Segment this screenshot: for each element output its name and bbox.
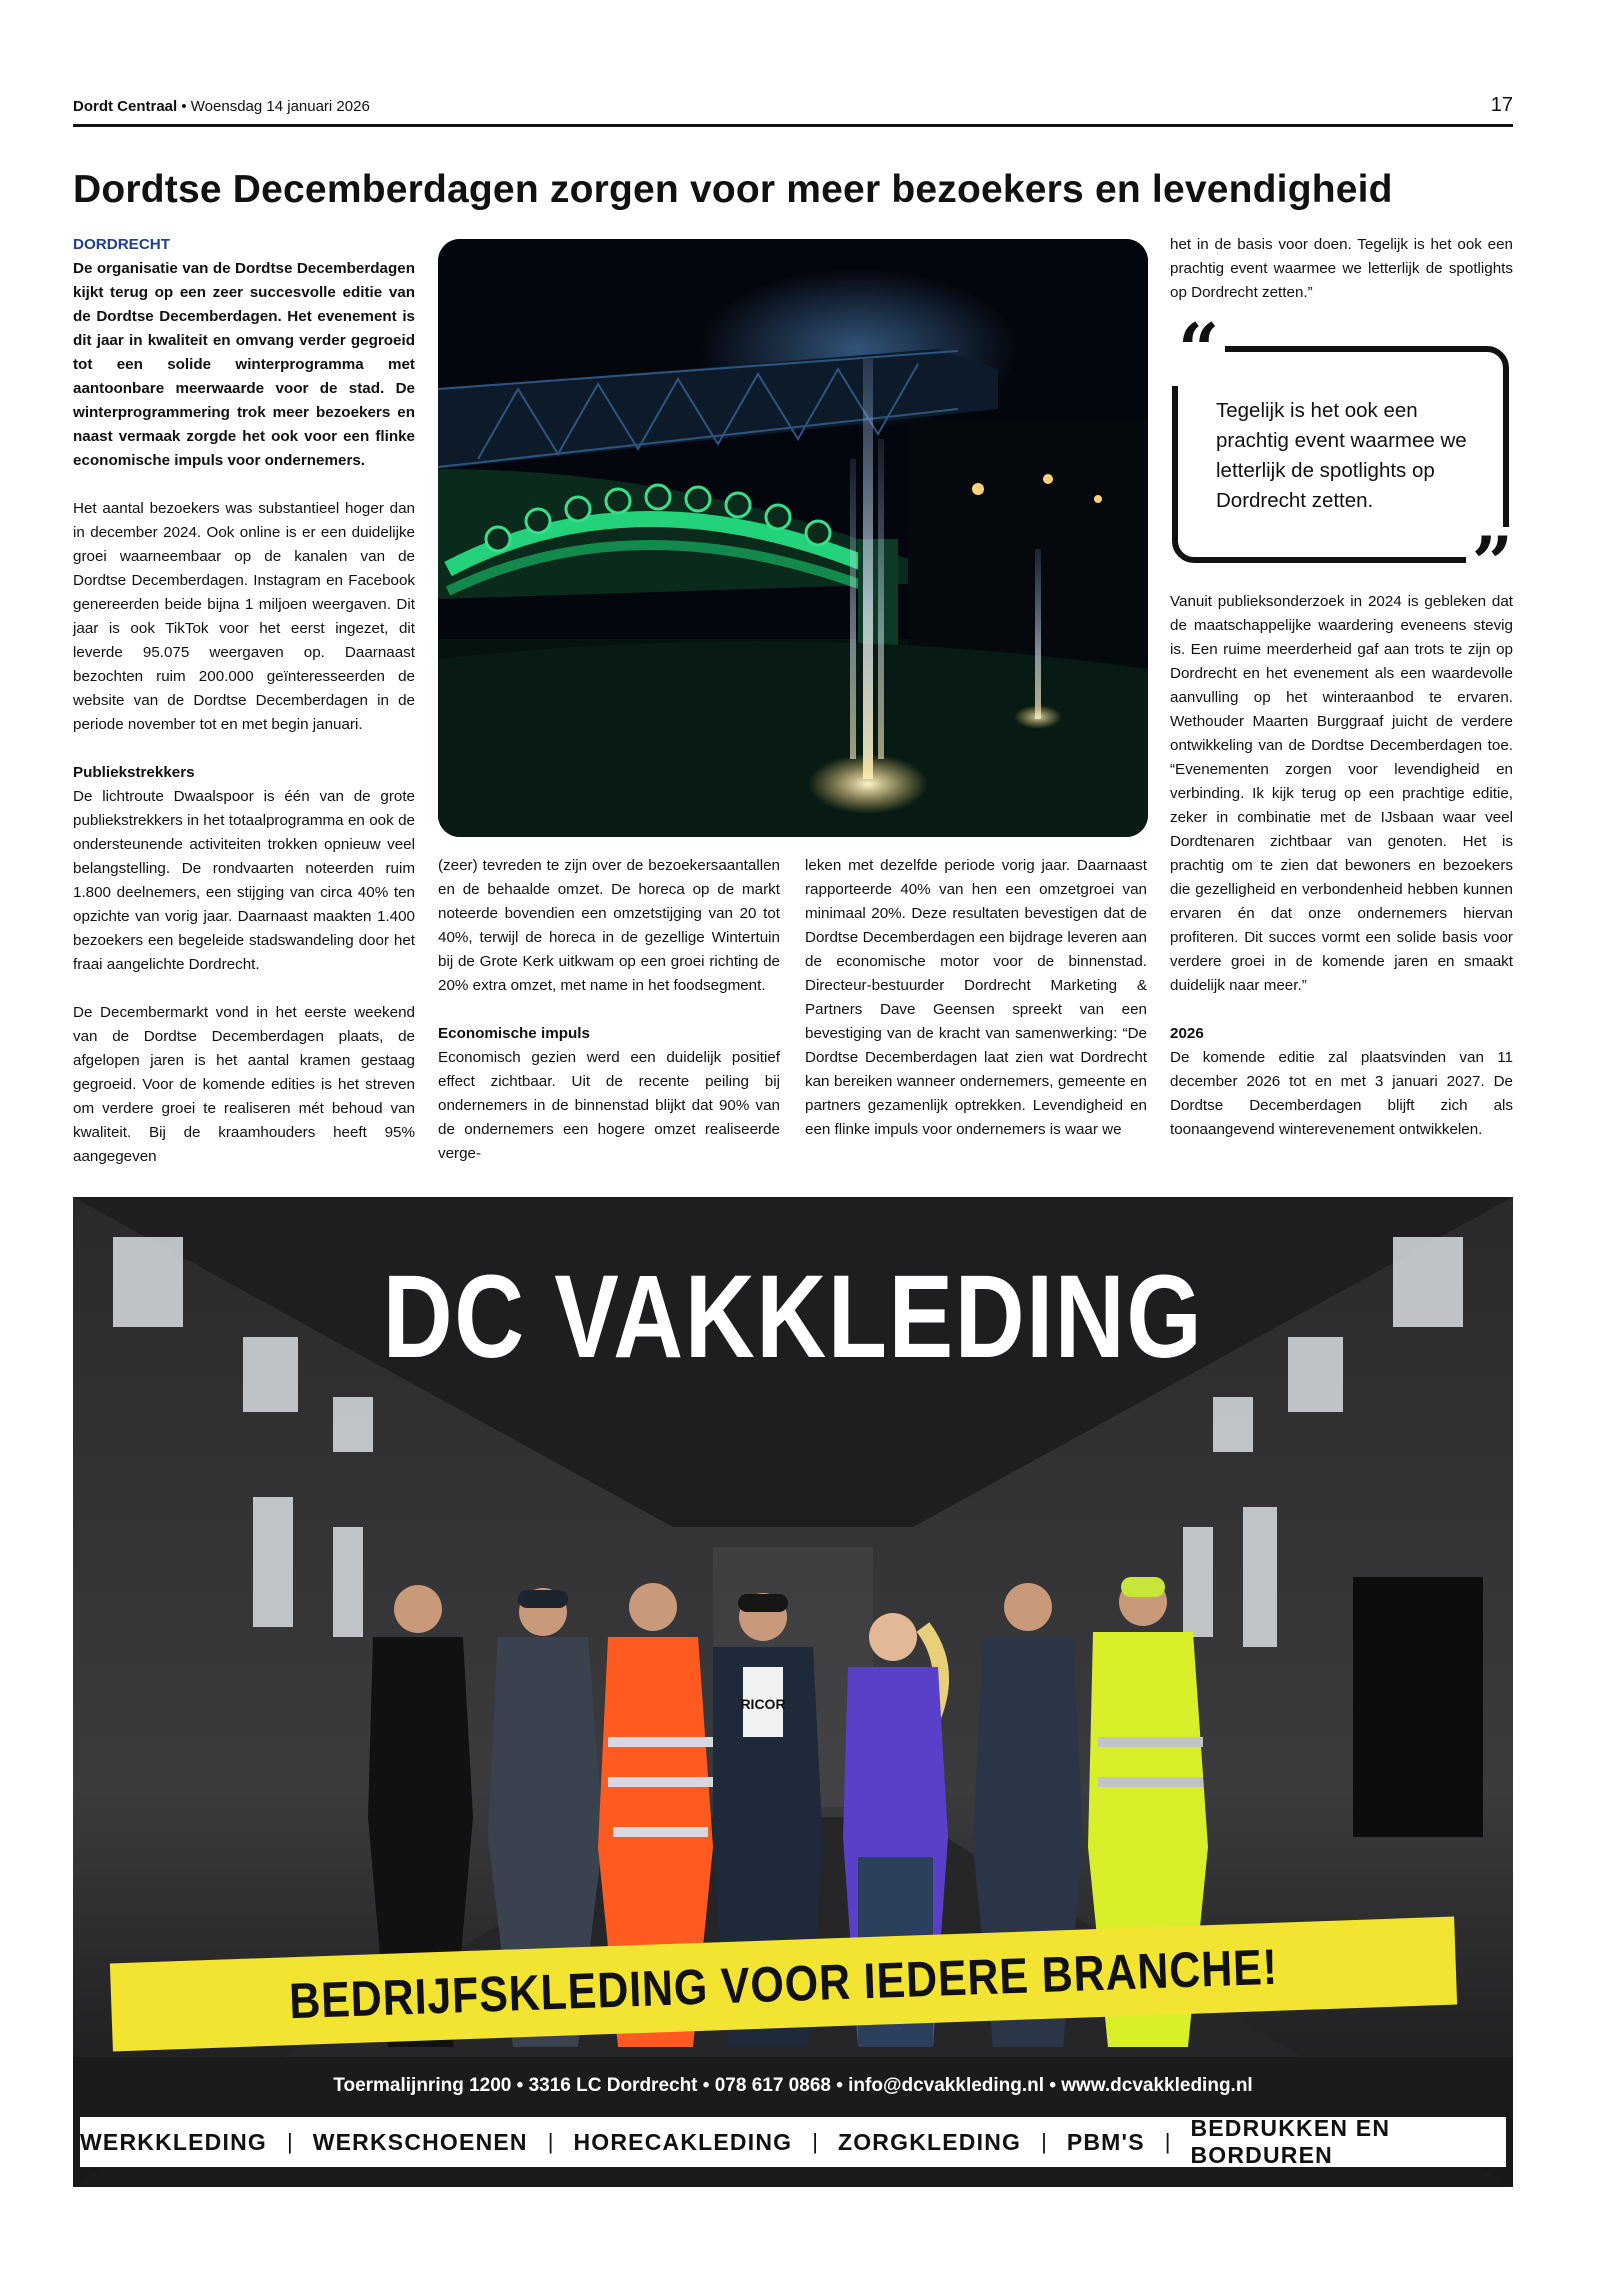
paragraph-2026: De komende editie zal plaatsvinden van 11 december 2026 tot en met 3 januari 2027. De Dordtse Decemberdagen blijft zich als toonaangevend winterevenement ontwikkelen. <box>1170 1049 1513 1138</box>
ad-contact-line: Toermalijnring 1200 • 3316 LC Dordrecht • 078 617 0868 • info@dcvakkleding.nl • www.dcvakkleding.nl <box>333 2075 1253 2096</box>
paragraph-visitors: Het aantal bezoekers was substantieel hoger dan in december 2024. Ook online is er een duidelijke groei waarneembaar op de kanalen van de Dordtse Decemberdagen. Instagram en Facebook genereerden beide bijna 1 miljoen weergaven. Dit jaar is ook TikTok voor het eerst ingezet, dit leverde 95.075 weergaven op. Daarnaast bezochten ruim 200.000 geïnteresseerden de website van de Dordtse Decemberdagen in de periode november tot en met begin januari. <box>73 500 415 733</box>
dc-vakkleding-advertisement <box>73 1197 1513 2187</box>
quote-close-icon: ” <box>1466 527 1519 599</box>
masthead <box>73 98 370 115</box>
pull-quote-text: Tegelijk is het ook een prachtig event waarmee we letterlijk de spotlights op Dordrecht zetten. <box>1216 399 1467 512</box>
category-werkkleding: WERKKLEDING <box>80 2128 267 2155</box>
ad-brand-title: DC VAKKLEDING <box>382 1251 1204 1383</box>
paragraph-resultaten: leken met dezelfde periode vorig jaar. Daarnaast rapporteerde 40% van hen een omzetgroei van minimaal 20%. Deze resultaten bevestigen dat de Dordtse Decemberdagen een bijdrage leveren aan de economische motor voor de binnenstad. Directeur-bestuurder Dordrecht Marketing & Partners Dave Geensen spreekt van een bevestiging van de kracht van samenwerking: “De Dordtse Decemberdagen laat zien wat Dordrecht kan bereiken wanneer ondernemers, gemeente en partners gezamenlijk optrekken. Levendigheid en een flinke impuls voor ondernemers is waar we <box>805 857 1147 1138</box>
article-column-2 <box>438 854 780 1166</box>
category-bedrukken: BEDRUKKEN EN BORDUREN <box>1190 2115 1391 2168</box>
quote-open-icon: “ <box>1172 314 1225 386</box>
category-werkschoenen: WERKSCHOENEN <box>312 2128 528 2155</box>
issue-date: • Woensdag 14 januari 2026 <box>177 98 370 115</box>
subheading-economische-impuls: Economische impuls <box>438 1025 590 1042</box>
paragraph-horeca: (zeer) tevreden te zijn over de bezoekersaantallen en de behaalde omzet. De horeca op de markt noteerde bovendien een omzetstijging van 20 tot 40%, terwijl de horeca in de gezellige Wintertuin bij de Grote Kerk uitkwam op een groei richting de 20% extra omzet, met name in het foodsegment. <box>438 857 780 994</box>
article-headline: Dordtse Decemberdagen zorgen voor meer bezoekers en levendigheid <box>73 168 1393 211</box>
article-column-4-top <box>1170 233 1513 305</box>
category-pbms: PBM'S <box>1066 2128 1145 2155</box>
paragraph-publiekstrekkers: De lichtroute Dwaalspoor is één van de grote publiekstrekkers in het totaalprogramma en ook de ondersteunende activiteiten trokken opnieuw veel belangstelling. De rondvaarten noteerden ruim 1.800 deelnemers, een stijging van circa 40% ten opzichte van vorig jaar. Daarnaast maakten 1.400 bezoekers een begeleide stadswandeling door het fraai aangelichte Dordrecht. <box>73 788 415 973</box>
article-lead: De organisatie van de Dordtse Decemberdagen kijkt terug op een zeer succesvolle editie van de Dordtse Decemberdagen. Het evenement is dit jaar in kwaliteit en omvang verder gegroeid tot een solide winterprogramma met aantoonbare meerwaarde voor de stad. De winterprogrammering trok meer bezoekers en naast vermaak zorgde het ook voor een flinke economische impuls voor ondernemers. <box>73 260 415 469</box>
category-separator: | <box>1041 2129 1047 2154</box>
paragraph-waardering: Vanuit publieksonderzoek in 2024 is gebleken dat de maatschappelijke waardering eveneens stevig is. Een ruime meerderheid gaf aan trots te zijn op Dordrecht en het evenement als een waardevolle aanvulling op het winteraanbod te ervaren. Wethouder Maarten Burggraaf juicht de verdere ontwikkeling van de Dordtse Decemberdagen toe. “Evenementen zorgen voor levendigheid en verbinding. Ik kijk terug op een prachtige editie, zeker in combinatie met de IJsbaan waar veel Dordtenaren zichtbaar van genoten. Het is prachtig om te zien dat bewoners en bezoekers die gezelligheid en verbondenheid hebben kunnen ervaren én dat onze ondernemers hiervan profiteren. Dit succes vormt een solide basis voor verdere groei in de komende jaren en smaakt duidelijk naar meer.” <box>1170 593 1513 994</box>
page-header <box>73 94 1513 127</box>
bridge-night-photo <box>438 239 1148 837</box>
category-separator: | <box>286 2129 293 2154</box>
page-number: 17 <box>1490 94 1513 116</box>
ad-slogan: BEDRIJFSKLEDING VOOR IEDERE BRANCHE! <box>288 1938 1279 2030</box>
paragraph-spotlights: het in de basis voor doen. Tegelijk is het ook een prachtig event waarmee we letterlijk de spotlights op Dordrecht zetten.” <box>1170 236 1513 301</box>
subheading-publiekstrekkers: Publiekstrekkers <box>73 764 195 781</box>
paragraph-economisch: Economisch gezien werd een duidelijk positief effect zichtbaar. Uit de recente peiling bij ondernemers in de binnenstad blijkt dat 90% van de ondernemers een hogere omzet realiseerde verge- <box>438 1049 780 1162</box>
article-column-4-bottom <box>1170 590 1513 1142</box>
paragraph-decembermarkt: De Decembermarkt vond in het eerste weekend van de Dordtse Decemberdagen plaats, de afgelopen jaren is het aantal kramen gestaag gegroeid. Voor de komende edities is het streven om verdere groei te realiseren mét behoud van kwaliteit. Bij de kraamhouders heeft 95% aangegeven <box>73 1004 415 1165</box>
category-horecakleding: HORECAKLEDING <box>573 2128 793 2155</box>
ad-category-bar <box>80 2117 1506 2167</box>
category-separator: | <box>547 2129 554 2154</box>
category-separator: | <box>812 2129 818 2154</box>
dateline: DORDRECHT <box>73 236 171 253</box>
pull-quote <box>1172 307 1513 605</box>
ricor-shirt-print: RICOR <box>740 1696 786 1712</box>
category-zorgkleding: ZORGKLEDING <box>837 2128 1022 2155</box>
article-column-1 <box>73 233 415 1169</box>
paper-name: Dordt Centraal <box>73 98 178 115</box>
article-column-3 <box>805 854 1147 1142</box>
category-separator: | <box>1164 2129 1171 2154</box>
subheading-2026: 2026 <box>1170 1025 1204 1042</box>
